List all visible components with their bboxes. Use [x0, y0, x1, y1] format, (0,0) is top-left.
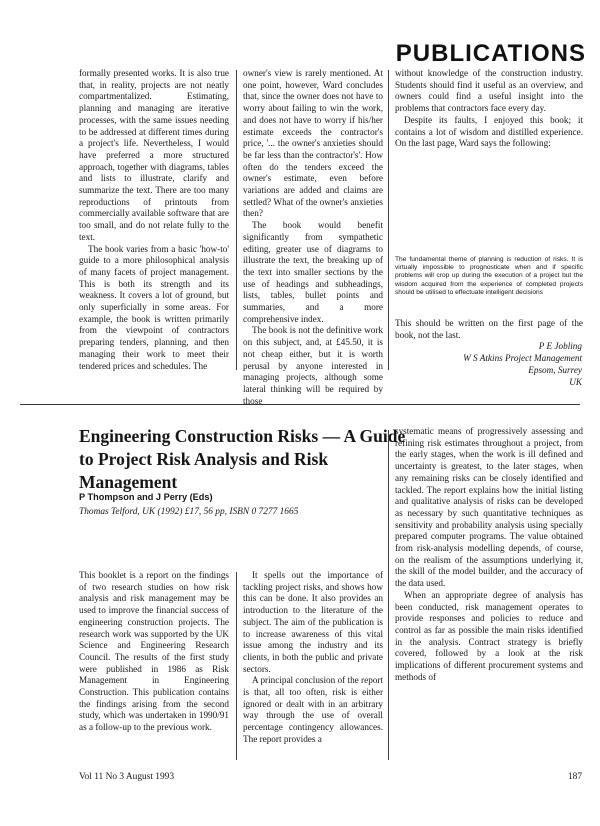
- paragraph: This should be written on the first page of the book, not the last.: [395, 318, 583, 340]
- article-title: Engineering Construction Risks — A Guide to Project Risk Analysis and Risk Management: [79, 426, 406, 492]
- review2-column-3: [395, 426, 583, 683]
- paragraph: Despite its faults, I enjoyed this book; it contains a lot of wisdom and distilled experience. On the last page, Ward says the following:: [395, 114, 583, 149]
- paragraph: formally presented works. It is also true that, in reality, projects are not neatly compartmentalized. Estimating, planning and managing are iterative processes, with the same issues needing to be addressed at different times during a project's life. Nevertheless, I would have preferred a more structured approach, together with diagrams, tables and lists to illustrate, clarify and summarize the text. There are too many reproductions of printouts from commercially available software that are too small, and do not relate fully to the text.: [79, 68, 229, 242]
- publication-info: Thomas Telford, UK (1992) £17, 56 pp, ISBN 0 7277 1665: [79, 507, 299, 517]
- column-divider: [388, 70, 389, 370]
- reviewer-organization: W S Atkins Project Management: [463, 353, 582, 363]
- paragraph: systematic means of progressively assessing and refining risk estimates throughout a project, from the early stages, when the work is ill defined and uncertainty is greatest, to the later stages, when any remaining risks can be closely identified and tackled. The report explains how the initial listing and qualitative analysis of risks can be developed as necessary by such quantitative techniques as sensitivity and probability analysis using specially prepared computer programs. The value obtained from risk-analysis modelling depends, of course, on the realism of the assumptions underlying it, the skill of the model builder, and the accuracy of the data used.: [395, 426, 583, 589]
- reviewer-name: P E Jobling: [538, 341, 582, 351]
- review2-column-1: [79, 570, 229, 734]
- column-divider: [388, 430, 389, 760]
- paragraph: This booklet is a report on the findings of two research studies on how risk analysis and risk management may be used to improve the financial success of engineering construction projects. The research work was supported by the UK Science and Engineering Research Council. The results of the first study were published in 1986 as Risk Management in Engineering Construction. This publication contains the findings arising from the second study, which was undertaken in 1990/91 as a follow-up to the previous work.: [79, 570, 229, 733]
- paragraph: without knowledge of the construction industry. Students should find it useful as an overview, and owners could find a useful insight into the problems that contractors face every day.: [395, 68, 583, 114]
- issue-info: Vol 11 No 3 August 1993: [79, 772, 175, 782]
- block-quote: The fundamental theme of planning is reduction of risks. It is virtually impossible to prognosticate when and if specific problems will crop up during the execution of a project but the wisdom acquired from the experience of completed projects should be utilised to effectuate intelligent decisions: [395, 256, 583, 296]
- review1-column-3: [395, 68, 583, 150]
- review1-column-1: [79, 68, 229, 372]
- paragraph: It spells out the importance of tackling project risks, and shows how this can be done. It also provides an introduction to the literature of the subject. The aim of the publication is to increase awareness of this vital issue among the industry and its clients, in both the public and private sectors.: [243, 570, 383, 674]
- section-divider: [20, 404, 580, 405]
- paragraph: When an appropriate degree of analysis has been conducted, risk management operates to provide responses and policies to reduce and control as far as possible the main risks identified in the analysis. Contract strategy is briefly covered, followed by a look at the risk implications of different procurement systems and methods of: [395, 589, 583, 682]
- paragraph: owner's view is rarely mentioned. At one point, however, Ward concludes that, since the owner does not have to worry about failing to win the work, and does not have to worry if his/her estimate exceeds the contractor's price, '... the owner's anxieties should be far less than the contractor's'. How often do the tenders exceed the owner's estimate, even before variations are added and claims are settled? What of the owner's anxieties then?: [243, 68, 383, 219]
- column-divider: [236, 70, 237, 370]
- review1-closing: [395, 318, 583, 341]
- column-divider: [236, 572, 237, 760]
- reviewer-country: UK: [569, 377, 582, 387]
- reviewer-signature: [362, 340, 582, 388]
- page-number: 187: [567, 772, 582, 782]
- paragraph: The book is not the definitive work on this subject, and, at £45.50, it is not cheap either, but it is worth perusal by anyone interested in managing projects, although some lateral thinking will be required by those: [243, 325, 383, 406]
- reviewer-place: Epsom, Surrey: [528, 365, 582, 375]
- paragraph: The book varies from a basic 'how-to' guide to a more philosophical analysis of many facets of project management. This is both its strength and its weakness. It covers a lot of ground, but only superficially in some areas. For example, the book is written primarily from the viewpoint of contractors preparing tenders, planning, and then managing their work to meet their tendered prices and schedules. The: [79, 243, 229, 371]
- article-authors: P Thompson and J Perry (Eds): [79, 492, 213, 502]
- review2-column-2: [243, 570, 383, 746]
- section-title: PUBLICATIONS: [395, 40, 586, 67]
- paragraph: A principal conclusion of the report is that, all too often, risk is either ignored or dealt with in an arbitrary way through the use of overall percentage contingency allowances. The report provides a: [243, 675, 383, 744]
- paragraph: The book would benefit significantly from sympathetic editing, greater use of diagrams to illustrate the text, the breaking up of the text into smaller sections by the use of headings and subheadings, lists, tables, bullet points and summaries, and a more comprehensive index.: [243, 220, 383, 324]
